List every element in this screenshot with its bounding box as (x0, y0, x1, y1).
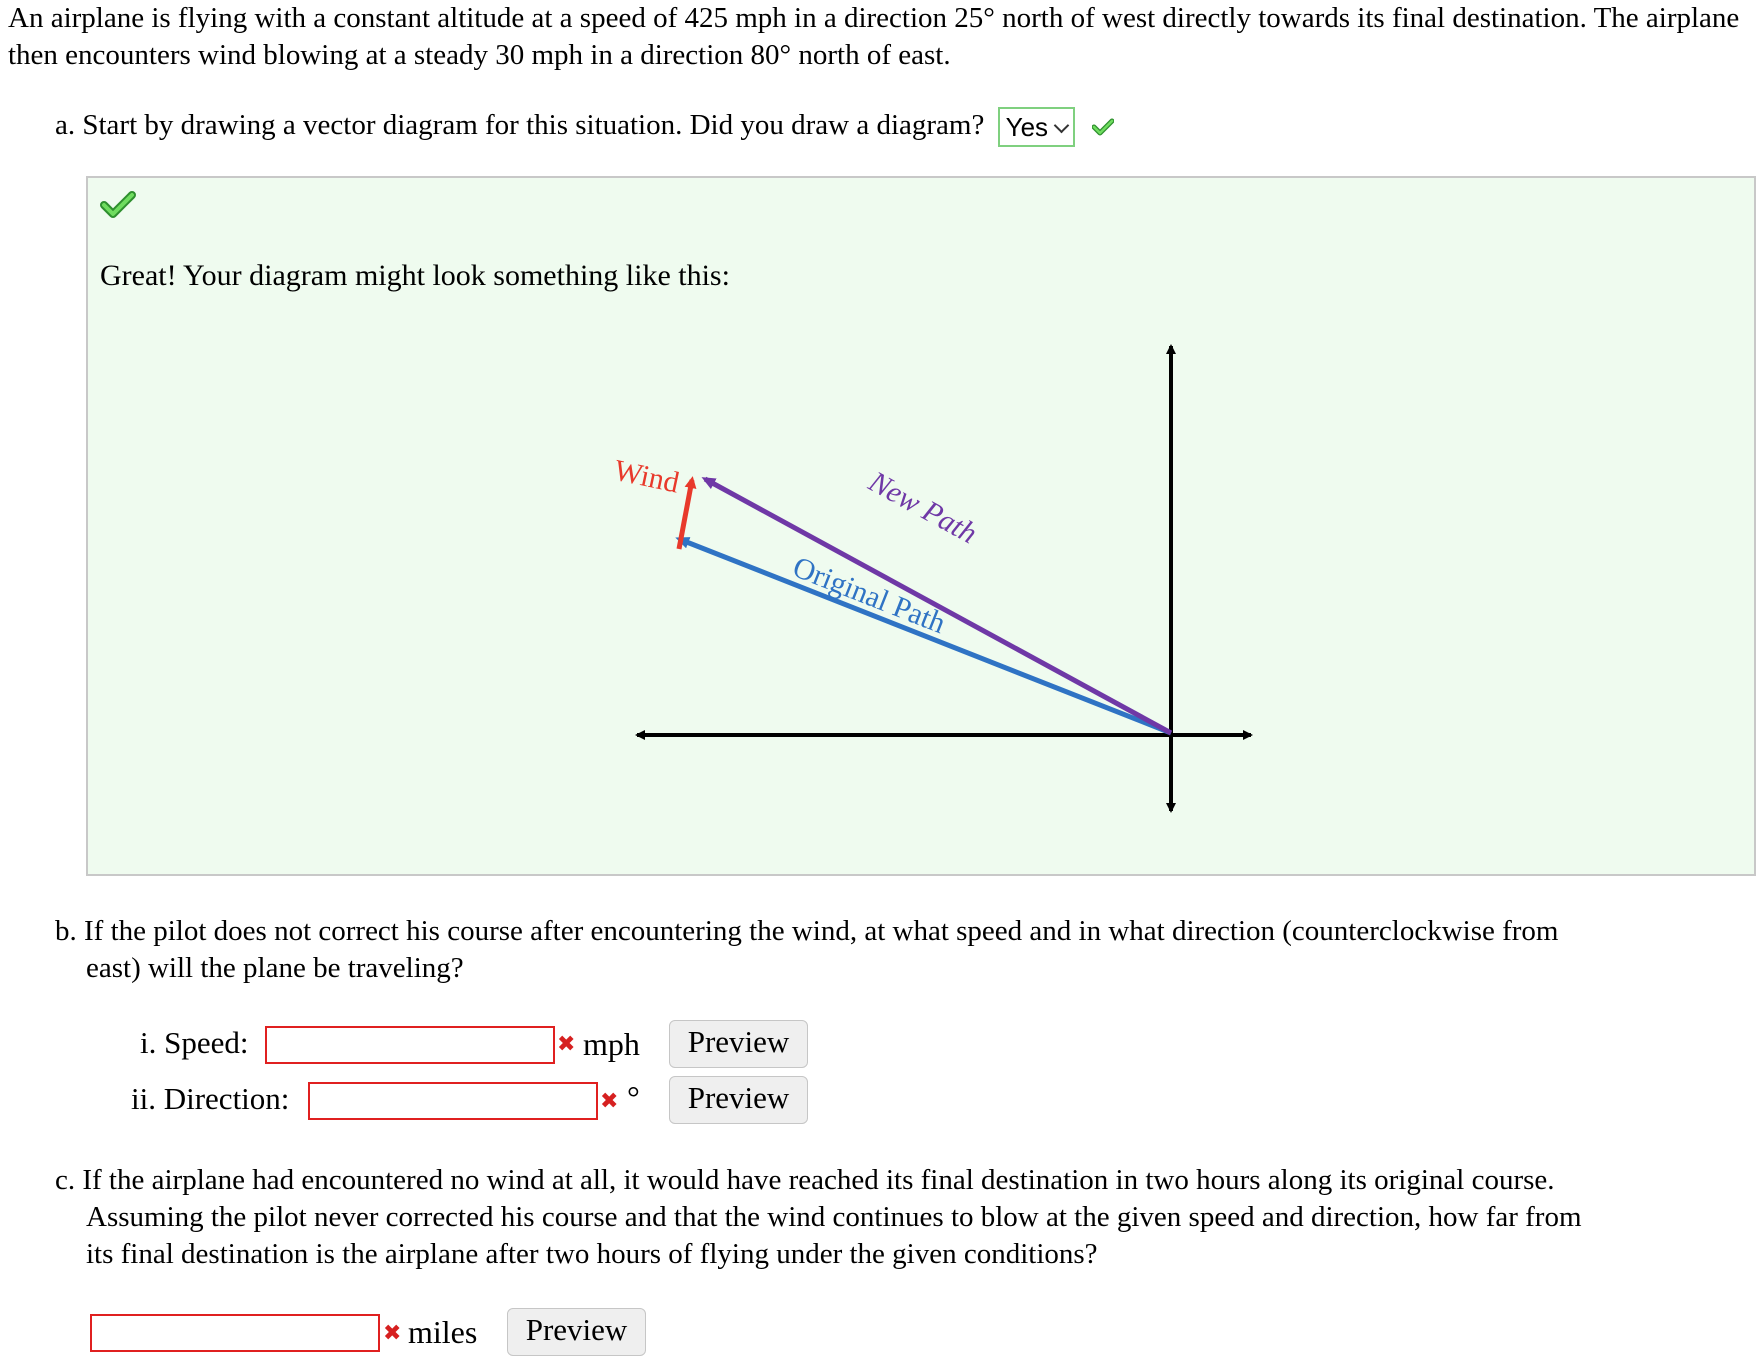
incorrect-x-icon: ✖ (600, 1089, 619, 1114)
part-c-question-line2: Assuming the pilot never corrected his course and that the wind continues to blow at the given speed and direction, how far from (86, 1201, 1582, 1233)
original-path-label: Original Path (788, 550, 951, 641)
incorrect-x-icon: ✖ (557, 1032, 576, 1057)
direction-label: ii. Direction: (131, 1081, 290, 1116)
wind-vector (679, 480, 692, 549)
speed-input[interactable] (265, 1026, 555, 1064)
problem-statement: An airplane is flying with a constant altitude at a speed of 425 mph in a direction 25° north of west directly towards its final destination. The airplane then encounters wind blowing at a steady 30 mph in a direction 80° north of east. (8, 2, 1740, 71)
part-b-question (55, 913, 1745, 987)
distance-input[interactable] (90, 1314, 380, 1352)
part-b-question-line2: east) will the plane be traveling? (86, 952, 464, 984)
original-path-vector (679, 539, 1171, 733)
vector-diagram (88, 178, 1754, 874)
part-c-question-line3: its final destination is the airplane after two hours of flying under the given conditions? (86, 1238, 1098, 1270)
part-b-question-line1: b. If the pilot does not correct his course after encountering the wind, at what speed and in what direction (counterclockwise from (55, 915, 1559, 947)
part-a-question (55, 107, 1114, 147)
part-c-question-line1: c. If the airplane had encountered no wind at all, it would have reached its final destination in two hours along its original course. (55, 1164, 1555, 1196)
incorrect-x-icon: ✖ (383, 1321, 402, 1346)
wind-label: Wind (611, 453, 683, 500)
direction-unit: ° (627, 1079, 640, 1115)
speed-label: i. Speed: (140, 1025, 249, 1060)
correct-check-icon (1092, 109, 1114, 146)
direction-input[interactable] (308, 1082, 598, 1120)
part-c-question (55, 1162, 1755, 1273)
direction-preview-button[interactable]: Preview (669, 1076, 808, 1124)
distance-unit: miles (408, 1314, 478, 1350)
new-path-label: New Path (863, 465, 983, 551)
part-a-question-text: a. Start by drawing a vector diagram for this situation. Did you draw a diagram? (55, 109, 985, 141)
feedback-panel (86, 176, 1756, 876)
diagram-answer-select[interactable] (998, 107, 1075, 147)
distance-preview-button[interactable]: Preview (507, 1308, 646, 1356)
chevron-down-icon (1054, 118, 1070, 134)
diagram-answer-select-value: Yes (1005, 112, 1049, 143)
speed-preview-button[interactable]: Preview (669, 1020, 808, 1068)
speed-unit: mph (583, 1026, 640, 1062)
feedback-message: Great! Your diagram might look something like this: (100, 259, 730, 292)
